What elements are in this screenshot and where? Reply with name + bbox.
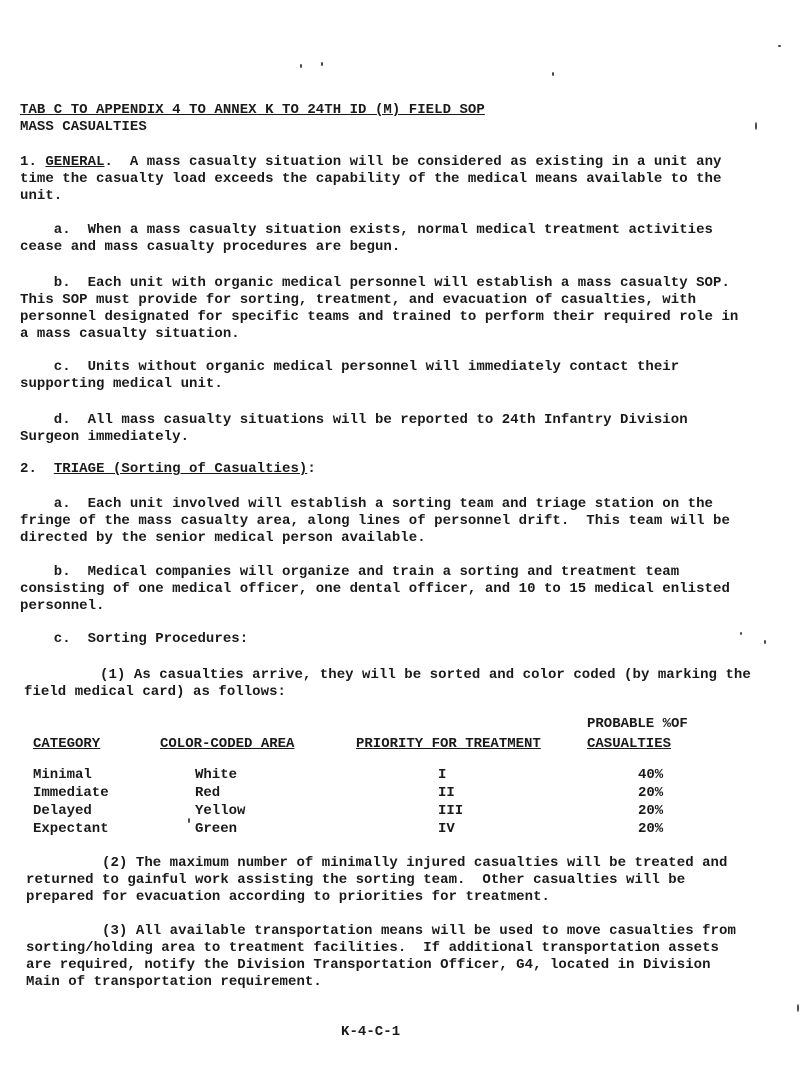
section-triage-line bbox=[20, 461, 316, 478]
paragraph-line: unit. bbox=[20, 188, 63, 204]
cell-category: Immediate bbox=[33, 785, 109, 801]
cell-percent: 40% bbox=[638, 767, 664, 783]
cell-color: Yellow bbox=[195, 803, 246, 819]
speck bbox=[797, 1004, 799, 1012]
paragraph-line: consisting of one medical officer, one dental officer, and 10 to 15 medical enlisted bbox=[20, 581, 730, 597]
section-general-first-line bbox=[20, 154, 721, 171]
cell-category: Minimal bbox=[33, 767, 92, 783]
paragraph-line: personnel designated for specific teams and trained to perform their required role in bbox=[20, 309, 739, 325]
page-number: K-4-C-1 bbox=[341, 1024, 401, 1040]
paragraph-line: are required, notify the Division Transportation Officer, G4, located in Division bbox=[26, 957, 711, 973]
paragraph-1c bbox=[20, 359, 679, 393]
paragraph-line: sorting/holding area to treatment facilities. If additional transportation assets bbox=[26, 940, 720, 956]
speck bbox=[755, 122, 757, 130]
speck bbox=[188, 818, 190, 823]
cell-percent: 20% bbox=[638, 785, 664, 801]
cell-percent: 20% bbox=[638, 821, 664, 837]
paragraph-line: c. Sorting Procedures: bbox=[20, 631, 249, 647]
paragraph-2c bbox=[20, 631, 248, 648]
table-row bbox=[0, 803, 808, 819]
paragraph-line: d. All mass casualty situations will be reported to 24th Infantry Division bbox=[20, 412, 688, 428]
paragraph-line: This SOP must provide for sorting, treatment, and evacuation of casualties, with bbox=[20, 292, 697, 308]
paragraph-line: b. Each unit with organic medical personnel will establish a mass casualty SOP. bbox=[20, 275, 730, 291]
speck bbox=[321, 62, 323, 66]
paragraph-line: a mass casualty situation. bbox=[20, 326, 240, 342]
table-row bbox=[0, 767, 808, 783]
paragraph-1a bbox=[20, 222, 713, 256]
cell-category: Expectant bbox=[33, 821, 109, 837]
paragraph-2c3 bbox=[26, 923, 736, 991]
speck bbox=[300, 64, 302, 68]
paragraph-line: cease and mass casualty procedures are begun. bbox=[20, 239, 401, 255]
document-subtitle: MASS CASUALTIES bbox=[20, 119, 147, 135]
cell-percent: 20% bbox=[638, 803, 664, 819]
paragraph-line: returned to gainful work assisting the sorting team. Other casualties will be bbox=[26, 872, 686, 888]
paragraph-line: prepared for evacuation according to priorities for treatment. bbox=[26, 889, 550, 905]
cell-priority: IV bbox=[438, 821, 455, 837]
header-probable-percent: PROBABLE %OF bbox=[587, 716, 688, 732]
paragraph-2c1 bbox=[24, 667, 751, 701]
table-row bbox=[0, 785, 808, 801]
paragraph-line: directed by the senior medical person available. bbox=[20, 530, 426, 546]
paragraph-line: time the casualty load exceeds the capability of the medical means available to the bbox=[20, 171, 722, 187]
paragraph-line: (1) As casualties arrive, they will be sorted and color coded (by marking the bbox=[24, 667, 751, 683]
table-row bbox=[0, 821, 808, 837]
paragraph-line: supporting medical unit. bbox=[20, 376, 223, 392]
paragraph-line: a. Each unit involved will establish a sorting team and triage station on the bbox=[20, 496, 714, 512]
document-title: TAB C TO APPENDIX 4 TO ANNEX K TO 24TH ID (M) FIELD SOP bbox=[20, 102, 485, 118]
section-heading-colon: : bbox=[307, 461, 316, 477]
header-color-coded-area: COLOR-CODED AREA bbox=[160, 736, 295, 752]
header-category: CATEGORY bbox=[33, 736, 101, 752]
document-header bbox=[20, 102, 485, 136]
speck bbox=[764, 640, 766, 644]
speck bbox=[552, 72, 554, 76]
paragraph-line: c. Units without organic medical personnel will immediately contact their bbox=[20, 359, 680, 375]
cell-category: Delayed bbox=[33, 803, 92, 819]
section-number: 2. bbox=[20, 461, 54, 477]
paragraph-line: (3) All available transportation means will be used to move casualties from bbox=[26, 923, 736, 939]
speck bbox=[778, 45, 781, 47]
paragraph-line: a. When a mass casualty situation exists, normal medical treatment activities bbox=[20, 222, 714, 238]
paragraph-2c2 bbox=[26, 855, 727, 906]
paragraph-1d bbox=[20, 412, 688, 446]
cell-priority: II bbox=[438, 785, 455, 801]
paragraph-line: Surgeon immediately. bbox=[20, 429, 190, 445]
cell-priority: III bbox=[438, 803, 464, 819]
cell-priority: I bbox=[438, 767, 447, 783]
paragraph-line: b. Medical companies will organize and train a sorting and treatment team bbox=[20, 564, 680, 580]
header-casualties: CASUALTIES bbox=[587, 736, 672, 752]
speck bbox=[740, 632, 742, 635]
section-triage bbox=[20, 461, 316, 478]
paragraph-2b bbox=[20, 564, 730, 615]
cell-color: Red bbox=[195, 785, 221, 801]
header-priority: PRIORITY FOR TREATMENT bbox=[356, 736, 541, 752]
paragraph-1b bbox=[20, 275, 738, 343]
paragraph-line: personnel. bbox=[20, 598, 105, 614]
paragraph-line: (2) The maximum number of minimally injured casualties will be treated and bbox=[26, 855, 728, 871]
cell-color: Green bbox=[195, 821, 238, 837]
section-number: 1. bbox=[20, 154, 46, 170]
paragraph-line: Main of transportation requirement. bbox=[26, 974, 322, 990]
section-heading: TRIAGE (Sorting of Casualties) bbox=[53, 461, 308, 477]
paragraph-line: fringe of the mass casualty area, along lines of personnel drift. This team will be bbox=[20, 513, 730, 529]
section-general bbox=[20, 154, 721, 205]
cell-color: White bbox=[195, 767, 238, 783]
paragraph-text: . A mass casualty situation will be considered as existing in a unit any bbox=[104, 154, 722, 170]
paragraph-2a bbox=[20, 496, 730, 547]
paragraph-line: field medical card) as follows: bbox=[24, 684, 286, 700]
section-heading: GENERAL bbox=[45, 154, 105, 170]
